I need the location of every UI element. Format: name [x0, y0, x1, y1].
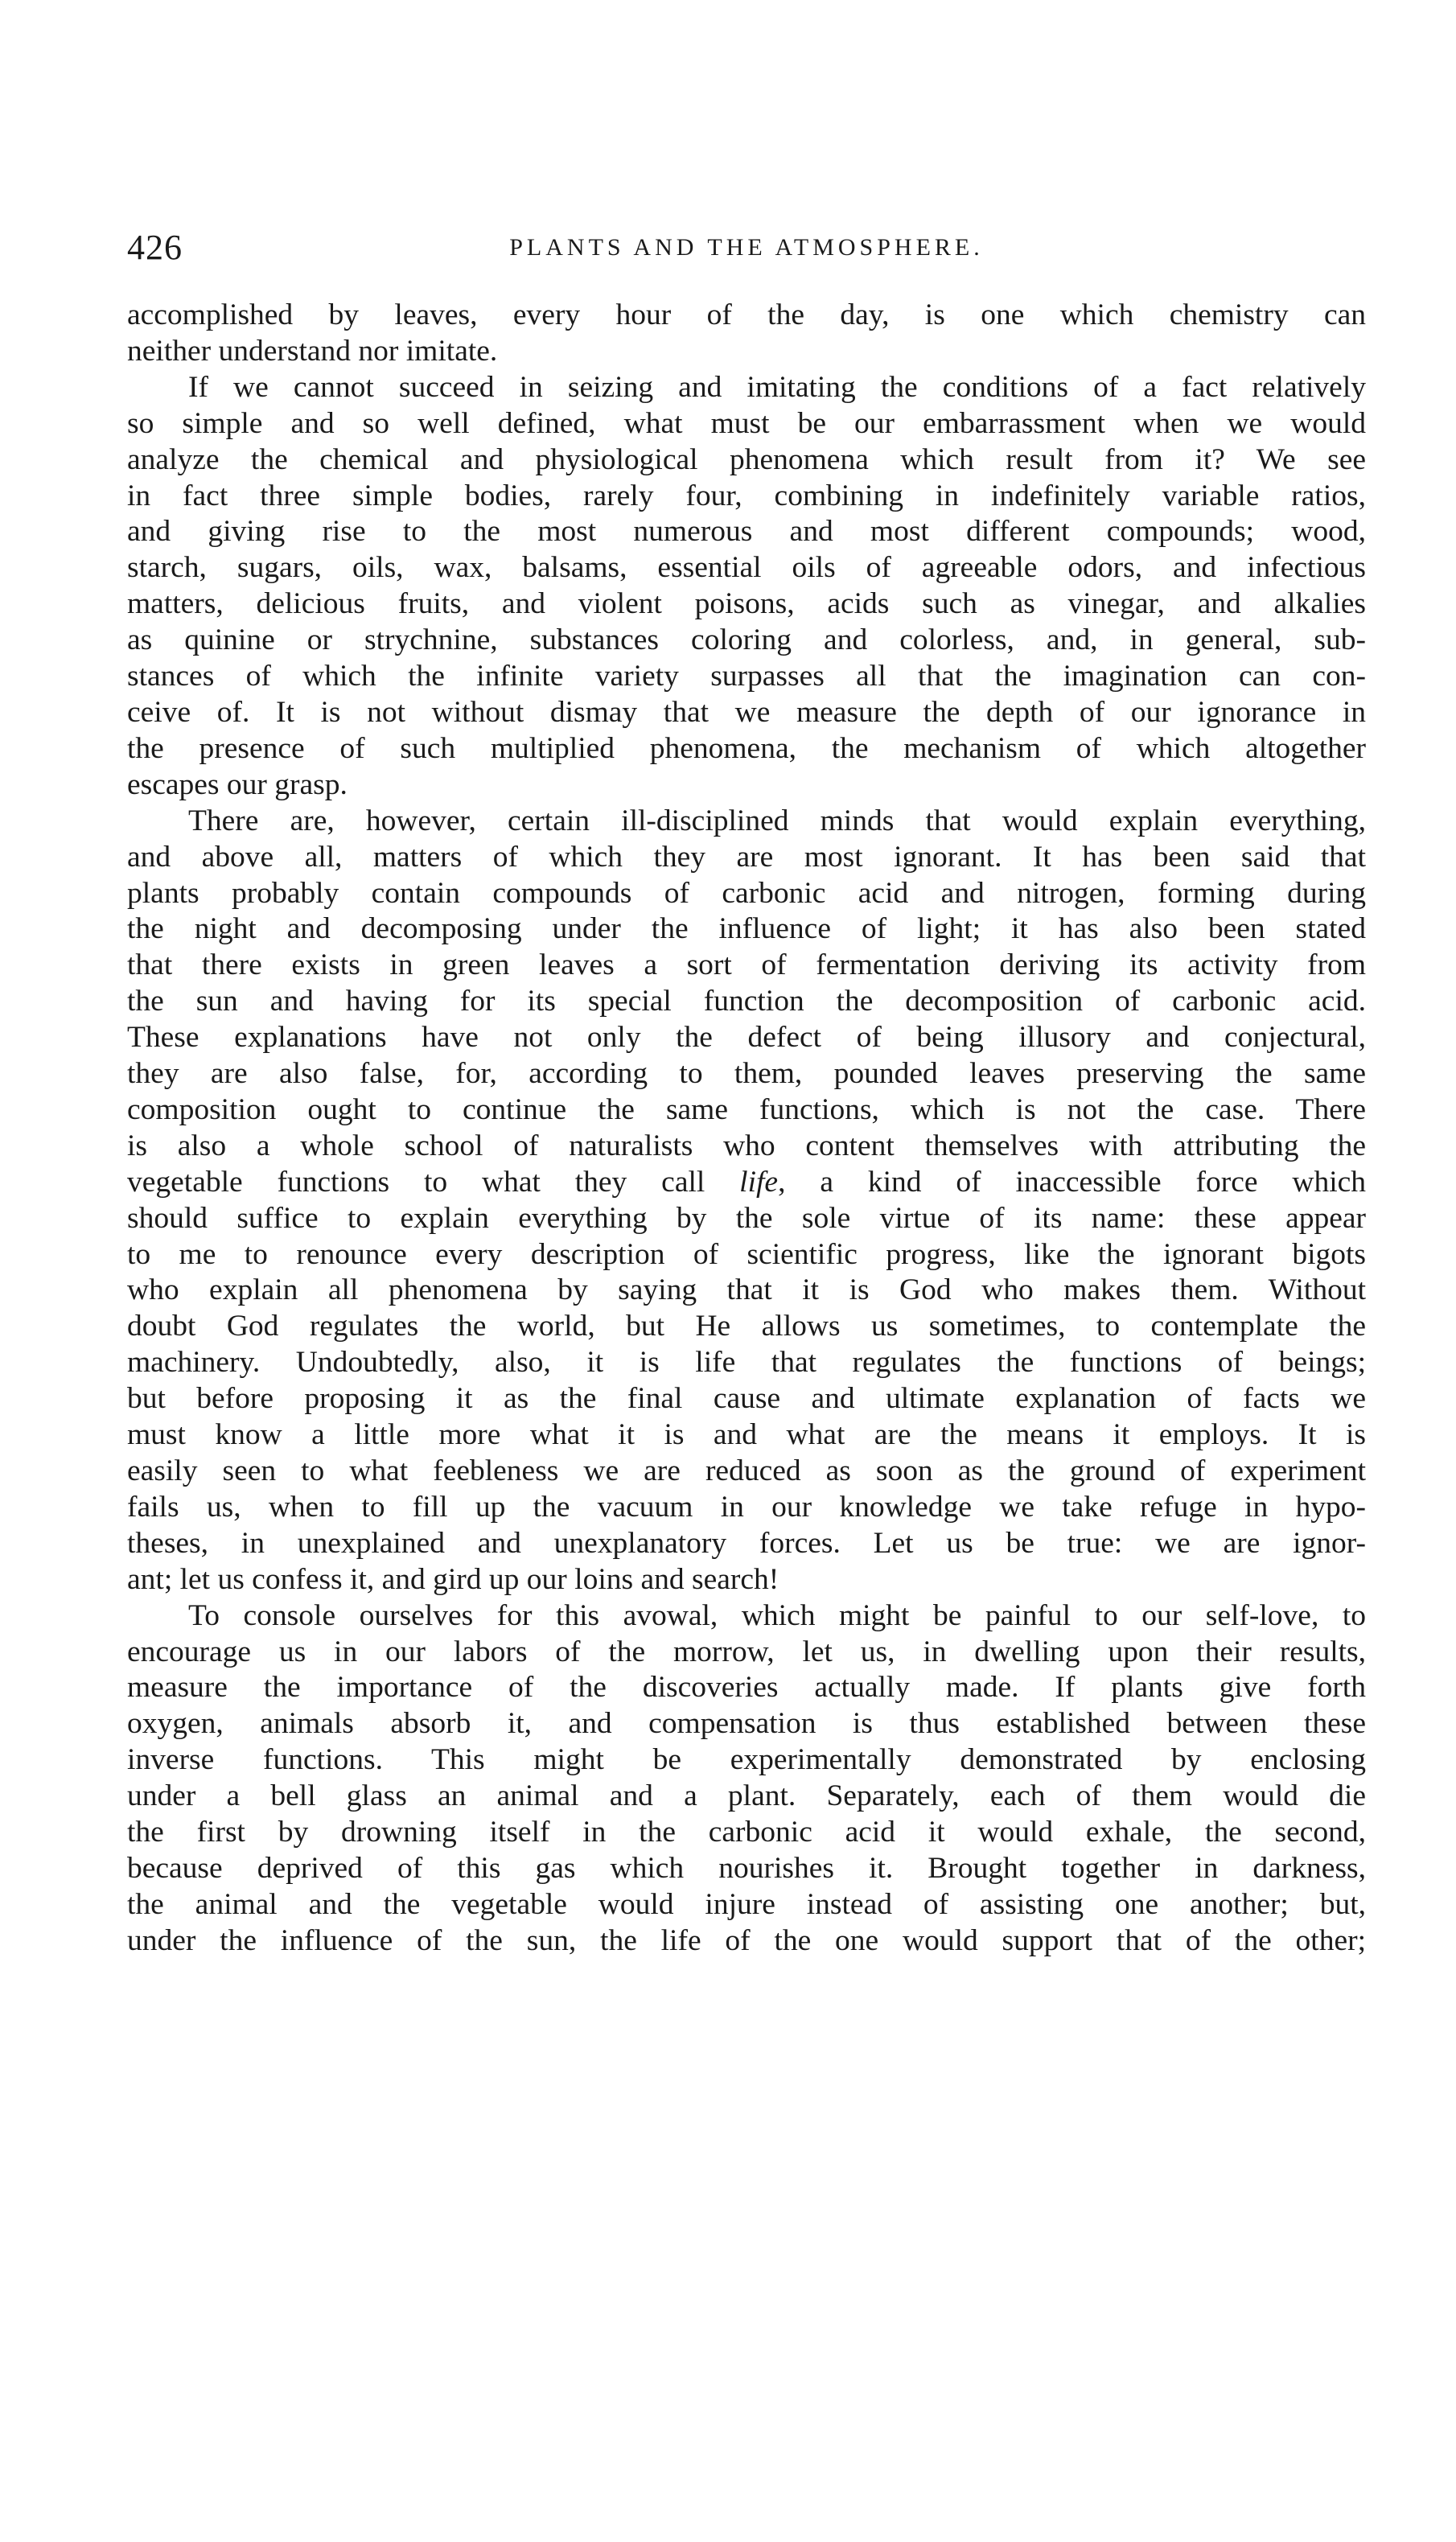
- text-line: so simple and so well defined, what must be our embarrassment when we would: [127, 406, 1366, 440]
- text-line: the animal and the vegetable would injure instead of assisting one another; but,: [127, 1887, 1366, 1921]
- text-line: easily seen to what feebleness we are reduced as soon as the ground of experiment: [127, 1454, 1366, 1487]
- text-line: and above all, matters of which they are most ignorant. It has been said that: [127, 840, 1366, 874]
- text-line: To console ourselves for this avowal, which might be painful to our self-love, to: [188, 1598, 1366, 1632]
- body-text: [127, 298, 1366, 1960]
- text-line: oxygen, animals absorb it, and compensation is thus established between these: [127, 1707, 1366, 1741]
- text-line: plants probably contain compounds of carbonic acid and nitrogen, forming during: [127, 876, 1366, 910]
- text-line: inverse functions. This might be experimentally demonstrated by enclosing: [127, 1743, 1366, 1777]
- text-line: is also a whole school of naturalists who content themselves with attributing the: [127, 1129, 1366, 1162]
- text-line: but before proposing it as the final cause and ultimate explanation of facts we: [127, 1382, 1366, 1416]
- text-line: matters, delicious fruits, and violent poisons, acids such as vinegar, and alkalies: [127, 587, 1366, 621]
- text-line: to me to renounce every description of scientific progress, like the ignorant bigots: [127, 1237, 1366, 1271]
- paragraph-4: [127, 1598, 1366, 1960]
- text-line: fails us, when to fill up the vacuum in our knowledge we take refuge in hypo-: [127, 1490, 1366, 1524]
- text-line: These explanations have not only the defect of being illusory and conjectural,: [127, 1021, 1366, 1055]
- text-line: machinery. Undoubtedly, also, it is life that regulates the functions of beings;: [127, 1346, 1366, 1380]
- running-head: PLANTS AND THE ATMOSPHERE.: [509, 234, 984, 261]
- text-line: ceive of. It is not without dismay that we measure the depth of our ignorance in: [127, 695, 1366, 729]
- text-line: There are, however, certain ill-disciplined minds that would explain everything,: [188, 804, 1366, 837]
- text-line: analyze the chemical and physiological phenomena which result from it? We see: [127, 442, 1366, 476]
- text-line: as quinine or strychnine, substances coloring and colorless, and, in general, sub-: [127, 623, 1366, 657]
- text-line: theses, in unexplained and unexplanatory forces. Let us be true: we are ignor-: [127, 1526, 1366, 1560]
- paragraph-1: [127, 298, 1366, 370]
- text-line: must know a little more what it is and what are the means it employs. It is: [127, 1418, 1366, 1452]
- text-line: that there exists in green leaves a sort of fermentation deriving its activity from: [127, 948, 1366, 982]
- text-line: starch, sugars, oils, wax, balsams, essential oils of agreeable odors, and infectious: [127, 551, 1366, 585]
- text-line: escapes our grasp.: [127, 767, 348, 801]
- page-number: 426: [127, 228, 183, 267]
- text-line: encourage us in our labors of the morrow, let us, in dwelling upon their results,: [127, 1635, 1366, 1668]
- text-line: because deprived of this gas which nourishes it. Brought together in darkness,: [127, 1851, 1366, 1885]
- text-line: in fact three simple bodies, rarely four, combining in indefinitely variable ratios,: [127, 479, 1366, 512]
- text-line: the presence of such multiplied phenomena, the mechanism of which altogether: [127, 731, 1366, 765]
- text-line: vegetable functions to what they call life, a kind of inaccessible force which: [127, 1165, 1367, 1199]
- page-header: [127, 224, 1366, 272]
- text-line: the first by drowning itself in the carbonic acid it would exhale, the second,: [127, 1816, 1366, 1849]
- text-line: ant; let us confess it, and gird up our loins and search!: [127, 1562, 779, 1596]
- text-line: composition ought to continue the same functions, which is not the case. There: [127, 1092, 1366, 1126]
- text-line: neither understand nor imitate.: [127, 334, 498, 368]
- italic-word: life: [739, 1165, 779, 1199]
- text-line: stances of which the infinite variety surpasses all that the imagination can con-: [127, 660, 1366, 693]
- text-line: measure the importance of the discoveries actually made. If plants give forth: [127, 1671, 1366, 1705]
- text-line: under a bell glass an animal and a plant. Separately, each of them would die: [127, 1779, 1366, 1813]
- text-line: If we cannot succeed in seizing and imitating the conditions of a fact relatively: [188, 370, 1366, 404]
- paragraph-2: [127, 370, 1366, 804]
- paragraph-3: [127, 804, 1366, 1598]
- text-line: should suffice to explain everything by the sole virtue of its name: these appear: [127, 1201, 1366, 1235]
- text-line: the sun and having for its special function the decomposition of carbonic acid.: [127, 985, 1366, 1018]
- text-line: the night and decomposing under the influence of light; it has also been stated: [127, 912, 1366, 946]
- text-line: who explain all phenomena by saying that it is God who makes them. Without: [127, 1273, 1366, 1307]
- text-line: under the influence of the sun, the life of the one would support that of the other;: [127, 1923, 1366, 1957]
- text-line: they are also false, for, according to them, pounded leaves preserving the same: [127, 1057, 1366, 1091]
- text-line: and giving rise to the most numerous and most different compounds; wood,: [127, 515, 1366, 549]
- text-line: accomplished by leaves, every hour of the day, is one which chemistry can: [127, 298, 1366, 331]
- text-line: doubt God regulates the world, but He allows us sometimes, to contemplate the: [127, 1310, 1366, 1343]
